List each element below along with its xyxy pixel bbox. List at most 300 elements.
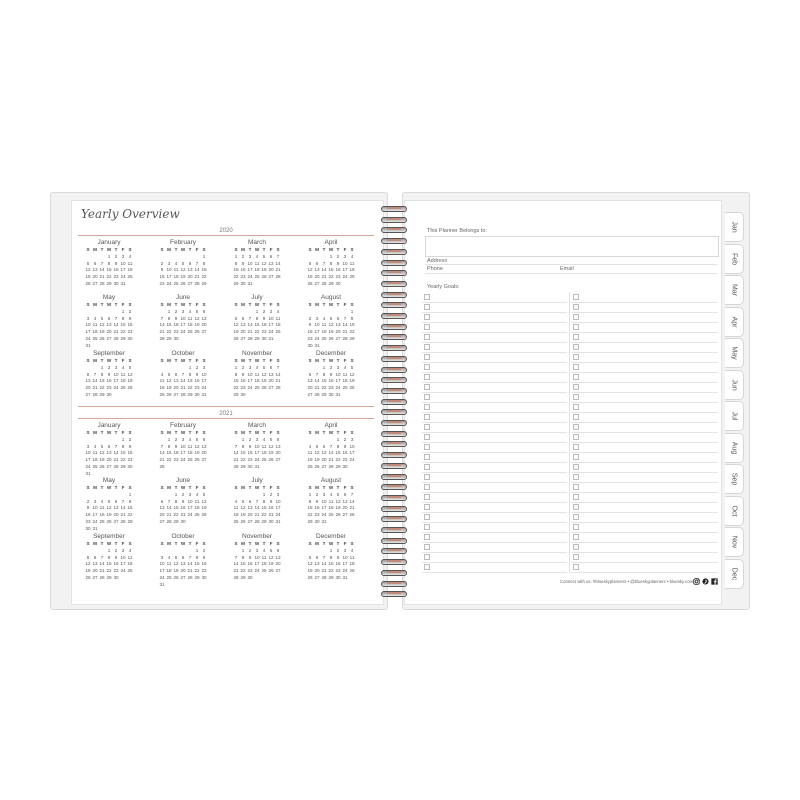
goal-checkbox[interactable] — [573, 404, 579, 410]
goal-checkbox[interactable] — [573, 484, 579, 490]
day-grid — [300, 541, 362, 582]
instagram-icon[interactable] — [693, 578, 700, 585]
day-cell: 20 — [180, 568, 186, 574]
day-cell: 6 — [322, 443, 326, 449]
day-cell: 25 — [275, 329, 281, 335]
day-cell: 6 — [241, 315, 245, 321]
weekday-header: W — [328, 430, 334, 435]
goal-checkbox[interactable] — [424, 344, 430, 350]
goal-checkbox[interactable] — [573, 294, 579, 300]
goal-checkbox[interactable] — [424, 514, 430, 520]
day-cell — [99, 437, 106, 444]
day-cell: 2 — [114, 547, 118, 553]
day-cell — [321, 548, 328, 555]
tab-apr[interactable] — [725, 307, 744, 337]
tab-label: Jul — [730, 411, 738, 421]
day-cell — [233, 309, 240, 316]
spiral-coil — [381, 270, 407, 275]
day-cell: 5 — [329, 315, 333, 321]
goal-checkbox[interactable] — [424, 444, 430, 450]
day-cell: 17 — [247, 267, 253, 273]
day-cell: 21 — [321, 274, 327, 280]
day-cell: 5 — [262, 253, 266, 259]
day-cell — [240, 492, 247, 499]
day-cell: 3 — [343, 253, 347, 259]
weekday-header: S — [234, 541, 238, 546]
day-cell: 28 — [187, 574, 193, 580]
goal-checkbox[interactable] — [424, 544, 430, 550]
day-cell: 6 — [188, 260, 192, 266]
goal-checkbox[interactable] — [573, 554, 579, 560]
day-cell: 27 — [85, 391, 91, 397]
day-cell: 19 — [349, 378, 355, 384]
goal-checkbox[interactable] — [424, 384, 430, 390]
day-cell: 29 — [173, 518, 179, 524]
day-cell: 1 — [241, 436, 245, 442]
day-grid — [152, 358, 214, 399]
tab-sep[interactable] — [725, 464, 744, 494]
day-cell: 4 — [350, 253, 354, 259]
tab-may[interactable] — [725, 338, 744, 368]
weekday-header: T — [248, 247, 252, 252]
goal-checkbox[interactable] — [573, 504, 579, 510]
month-name: March — [247, 239, 267, 246]
day-cell: 12 — [268, 554, 274, 560]
day-cell: 19 — [85, 274, 91, 280]
spiral-coil — [381, 548, 407, 553]
day-cell: 15 — [307, 505, 313, 511]
weekday-header: F — [121, 430, 125, 435]
day-cell: 6 — [93, 260, 97, 266]
day-cell — [92, 437, 99, 444]
contact-line[interactable] — [425, 273, 717, 274]
day-cell — [92, 365, 99, 372]
goal-checkbox[interactable] — [424, 294, 430, 300]
day-cell: 17 — [314, 329, 320, 335]
day-cell: 13 — [180, 561, 186, 567]
tab-oct[interactable] — [725, 496, 744, 526]
day-cell: 19 — [201, 505, 207, 511]
day-cell: 28 — [159, 335, 165, 341]
day-cell: 29 — [335, 463, 341, 469]
month-september-2020 — [78, 349, 140, 399]
goal-checkbox[interactable] — [424, 424, 430, 430]
tab-aug[interactable] — [725, 433, 744, 463]
day-cell: 10 — [342, 260, 348, 266]
day-cell: 3 — [86, 315, 90, 321]
day-cell: 16 — [159, 274, 165, 280]
day-cell — [314, 437, 321, 444]
day-cell: 23 — [247, 457, 253, 463]
weekday-header: T — [174, 541, 178, 546]
spiral-coil — [381, 217, 407, 222]
day-cell: 25 — [92, 335, 98, 341]
weekday-header: T — [100, 430, 104, 435]
goal-row[interactable] — [571, 562, 718, 573]
day-cell: 15 — [99, 378, 105, 384]
goals-column-divider — [569, 292, 570, 573]
day-cell — [247, 309, 254, 316]
day-cell: 7 — [181, 371, 185, 377]
weekday-header: W — [254, 541, 260, 546]
day-cell: 8 — [241, 554, 245, 560]
day-cell: 8 — [174, 498, 178, 504]
goal-checkbox[interactable] — [573, 424, 579, 430]
year-divider — [78, 418, 374, 419]
day-cell: 24 — [335, 385, 341, 391]
day-cell: 3 — [167, 260, 171, 266]
goal-checkbox[interactable] — [573, 334, 579, 340]
day-cell: 28 — [328, 463, 334, 469]
day-cell: 5 — [241, 498, 245, 504]
weekday-header: T — [174, 302, 178, 307]
goal-row[interactable] — [422, 562, 567, 573]
day-grid — [152, 485, 214, 526]
day-cell: 16 — [113, 267, 119, 273]
weekday-header: S — [350, 358, 354, 363]
day-cell: 11 — [159, 378, 165, 384]
month-name: January — [97, 239, 121, 246]
day-cell: 18 — [342, 378, 348, 384]
day-cell: 5 — [308, 260, 312, 266]
weekday-header: F — [343, 541, 347, 546]
day-cell: 12 — [99, 450, 105, 456]
day-cell: 12 — [349, 371, 355, 377]
day-cell: 1 — [121, 436, 125, 442]
weekday-header: W — [328, 485, 334, 490]
day-cell: 7 — [343, 315, 347, 321]
weekday-header: T — [114, 358, 118, 363]
day-cell — [307, 437, 314, 444]
weekday-header: S — [308, 247, 312, 252]
goal-checkbox[interactable] — [573, 314, 579, 320]
day-cell: 20 — [275, 561, 281, 567]
goal-checkbox[interactable] — [424, 504, 430, 510]
day-cell: 13 — [335, 322, 341, 328]
goal-checkbox[interactable] — [573, 354, 579, 360]
day-cell: 24 — [92, 518, 98, 524]
weekday-header: S — [276, 430, 280, 435]
day-cell: 6 — [93, 554, 97, 560]
weekday-header: S — [308, 302, 312, 307]
day-cell: 30 — [127, 335, 133, 341]
day-cell: 29 — [127, 518, 133, 524]
day-cell: 5 — [86, 260, 90, 266]
month-november-2020 — [226, 349, 288, 399]
day-cell: 4 — [174, 260, 178, 266]
day-cell: 10 — [201, 371, 207, 377]
weekday-header: S — [234, 302, 238, 307]
day-cell: 6 — [336, 315, 340, 321]
goal-checkbox[interactable] — [573, 474, 579, 480]
day-cell: 13 — [342, 498, 348, 504]
pinterest-icon[interactable] — [702, 578, 709, 585]
day-grid — [226, 358, 288, 399]
goal-checkbox[interactable] — [573, 434, 579, 440]
day-cell: 17 — [321, 505, 327, 511]
day-cell: 20 — [240, 329, 246, 335]
weekday-header: M — [93, 358, 97, 363]
month-october-2021 — [152, 532, 214, 589]
facebook-icon[interactable] — [711, 578, 718, 585]
goal-checkbox[interactable] — [424, 414, 430, 420]
day-cell — [233, 492, 240, 499]
tab-jul[interactable] — [725, 401, 744, 431]
day-cell: 22 — [166, 457, 172, 463]
day-cell: 14 — [342, 322, 348, 328]
goal-checkbox[interactable] — [573, 394, 579, 400]
goal-checkbox[interactable] — [573, 524, 579, 530]
spiral-coil — [381, 249, 407, 254]
day-cell: 2 — [269, 491, 273, 497]
weekday-header: F — [269, 358, 273, 363]
day-cell: 11 — [275, 315, 281, 321]
goal-checkbox[interactable] — [573, 384, 579, 390]
day-cell — [180, 254, 187, 261]
day-cell: 26 — [180, 280, 186, 286]
goal-checkbox[interactable] — [573, 464, 579, 470]
day-cell: 9 — [160, 267, 164, 273]
goal-checkbox[interactable] — [573, 324, 579, 330]
day-cell: 27 — [275, 457, 281, 463]
tab-label: Nov — [730, 535, 738, 549]
day-cell: 26 — [127, 385, 133, 391]
day-cell: 21 — [113, 457, 119, 463]
day-cell: 8 — [336, 443, 340, 449]
day-cell: 2 — [336, 547, 340, 553]
day-cell — [307, 309, 314, 316]
day-cell: 10 — [314, 322, 320, 328]
day-cell: 11 — [261, 443, 267, 449]
spiral-coil — [381, 559, 407, 564]
day-cell: 6 — [269, 253, 273, 259]
day-cell: 30 — [335, 280, 341, 286]
day-grid — [152, 541, 214, 589]
day-cell: 27 — [92, 280, 98, 286]
spiral-coil — [381, 227, 407, 232]
day-cell: 17 — [166, 274, 172, 280]
tab-mar[interactable] — [725, 275, 744, 305]
day-cell: 29 — [240, 574, 246, 580]
month-name: February — [169, 239, 196, 246]
weekday-header: M — [93, 485, 97, 490]
day-cell: 22 — [328, 274, 334, 280]
phone-label: Phone — [427, 266, 443, 272]
day-cell: 19 — [166, 385, 172, 391]
day-cell: 14 — [247, 322, 253, 328]
day-cell: 30 — [335, 574, 341, 580]
day-cell: 3 — [336, 364, 340, 370]
weekday-header: T — [248, 302, 252, 307]
goal-checkbox[interactable] — [573, 304, 579, 310]
goal-checkbox[interactable] — [573, 414, 579, 420]
goal-checkbox[interactable] — [424, 304, 430, 310]
day-cell: 24 — [187, 512, 193, 518]
month-name: November — [242, 533, 272, 540]
day-cell: 10 — [180, 443, 186, 449]
day-cell: 1 — [329, 253, 333, 259]
day-cell: 28 — [342, 335, 348, 341]
goal-checkbox[interactable] — [573, 344, 579, 350]
day-cell: 13 — [201, 315, 207, 321]
goal-checkbox[interactable] — [424, 394, 430, 400]
day-cell: 26 — [268, 568, 274, 574]
day-cell: 2 — [107, 364, 111, 370]
spiral-coil — [381, 463, 407, 468]
month-march-2020 — [226, 238, 288, 288]
weekday-header: S — [86, 358, 90, 363]
weekday-header: M — [167, 485, 171, 490]
goal-checkbox[interactable] — [424, 434, 430, 440]
goal-checkbox[interactable] — [424, 474, 430, 480]
goal-checkbox[interactable] — [424, 374, 430, 380]
tab-label: Aug — [730, 441, 738, 454]
day-cell: 22 — [240, 457, 246, 463]
day-cell: 24 — [254, 568, 260, 574]
day-cell: 21 — [194, 274, 200, 280]
day-cell: 13 — [159, 505, 165, 511]
day-cell: 3 — [188, 491, 192, 497]
goal-checkbox[interactable] — [573, 444, 579, 450]
day-cell: 14 — [99, 267, 105, 273]
goal-checkbox[interactable] — [573, 454, 579, 460]
day-cell: 28 — [113, 463, 119, 469]
day-cell: 3 — [350, 436, 354, 442]
goal-checkbox[interactable] — [573, 534, 579, 540]
day-cell: 11 — [254, 260, 260, 266]
tab-dec[interactable] — [725, 559, 744, 589]
day-cell: 31 — [85, 470, 91, 476]
goal-checkbox[interactable] — [424, 454, 430, 460]
day-cell: 22 — [120, 329, 126, 335]
day-cell — [166, 254, 173, 261]
day-cell: 4 — [255, 364, 259, 370]
day-cell: 28 — [180, 391, 186, 397]
goal-checkbox[interactable] — [424, 404, 430, 410]
day-cell: 24 — [321, 512, 327, 518]
address-line[interactable] — [425, 264, 717, 265]
goal-checkbox[interactable] — [424, 354, 430, 360]
day-cell: 22 — [321, 385, 327, 391]
day-cell: 9 — [336, 554, 340, 560]
goal-checkbox[interactable] — [573, 564, 579, 570]
day-cell: 4 — [350, 547, 354, 553]
day-cell: 3 — [269, 308, 273, 314]
day-cell: 21 — [159, 457, 165, 463]
goal-checkbox[interactable] — [573, 364, 579, 370]
goal-checkbox[interactable] — [424, 524, 430, 530]
day-cell: 18 — [321, 329, 327, 335]
day-cell: 3 — [343, 547, 347, 553]
day-cell — [187, 254, 194, 261]
goal-checkbox[interactable] — [424, 564, 430, 570]
weekday-header: M — [93, 247, 97, 252]
day-cell: 18 — [127, 561, 133, 567]
day-cell: 5 — [269, 436, 273, 442]
day-cell: 19 — [335, 505, 341, 511]
tab-jan[interactable] — [725, 212, 744, 242]
day-cell: 12 — [268, 443, 274, 449]
owner-field[interactable] — [425, 236, 719, 257]
day-cell: 8 — [255, 315, 259, 321]
weekday-header: T — [174, 358, 178, 363]
day-cell: 12 — [194, 315, 200, 321]
day-cell: 2 — [160, 260, 164, 266]
day-cell: 6 — [315, 554, 319, 560]
tab-jun[interactable] — [725, 370, 744, 400]
goal-checkbox[interactable] — [424, 364, 430, 370]
day-cell: 7 — [322, 260, 326, 266]
goal-checkbox[interactable] — [424, 554, 430, 560]
goal-checkbox[interactable] — [424, 534, 430, 540]
day-cell: 20 — [106, 457, 112, 463]
tab-feb[interactable] — [725, 244, 744, 274]
day-cell: 10 — [268, 315, 274, 321]
day-cell: 26 — [307, 280, 313, 286]
day-cell: 15 — [127, 505, 133, 511]
goal-checkbox[interactable] — [424, 324, 430, 330]
day-cell: 24 — [314, 335, 320, 341]
goal-checkbox[interactable] — [424, 494, 430, 500]
weekday-header: T — [322, 485, 326, 490]
day-cell: 26 — [240, 518, 246, 524]
day-cell: 18 — [187, 450, 193, 456]
day-cell: 19 — [240, 512, 246, 518]
day-cell: 22 — [335, 457, 341, 463]
goal-checkbox[interactable] — [424, 484, 430, 490]
month-name: November — [242, 350, 272, 357]
day-cell: 22 — [233, 274, 239, 280]
day-cell: 26 — [268, 457, 274, 463]
goal-checkbox[interactable] — [424, 334, 430, 340]
weekday-header: T — [188, 358, 192, 363]
day-cell: 16 — [247, 561, 253, 567]
day-cell: 25 — [187, 329, 193, 335]
day-cell: 6 — [86, 371, 90, 377]
day-cell: 1 — [167, 436, 171, 442]
day-cell: 28 — [166, 518, 172, 524]
goal-checkbox[interactable] — [573, 374, 579, 380]
day-cell: 12 — [99, 322, 105, 328]
weekday-header: W — [328, 541, 334, 546]
goal-checkbox[interactable] — [424, 314, 430, 320]
day-cell: 20 — [247, 512, 253, 518]
day-cell: 25 — [159, 391, 165, 397]
goal-checkbox[interactable] — [424, 464, 430, 470]
day-grid — [300, 302, 362, 350]
day-cell: 10 — [113, 371, 119, 377]
day-cell: 29 — [187, 391, 193, 397]
tab-nov[interactable] — [725, 527, 744, 557]
day-cell: 18 — [92, 457, 98, 463]
goal-checkbox[interactable] — [573, 514, 579, 520]
day-cell: 22 — [99, 385, 105, 391]
goal-checkbox[interactable] — [573, 494, 579, 500]
day-cell: 8 — [308, 498, 312, 504]
day-cell — [314, 254, 321, 261]
day-cell: 10 — [120, 260, 126, 266]
weekday-header: T — [336, 358, 340, 363]
goal-checkbox[interactable] — [573, 544, 579, 550]
day-cell: 8 — [195, 554, 199, 560]
day-cell: 23 — [335, 274, 341, 280]
day-cell: 19 — [261, 267, 267, 273]
day-cell: 24 — [342, 274, 348, 280]
day-cell — [321, 309, 328, 316]
day-cell: 9 — [107, 371, 111, 377]
day-cell: 13 — [268, 371, 274, 377]
day-grid — [300, 430, 362, 471]
